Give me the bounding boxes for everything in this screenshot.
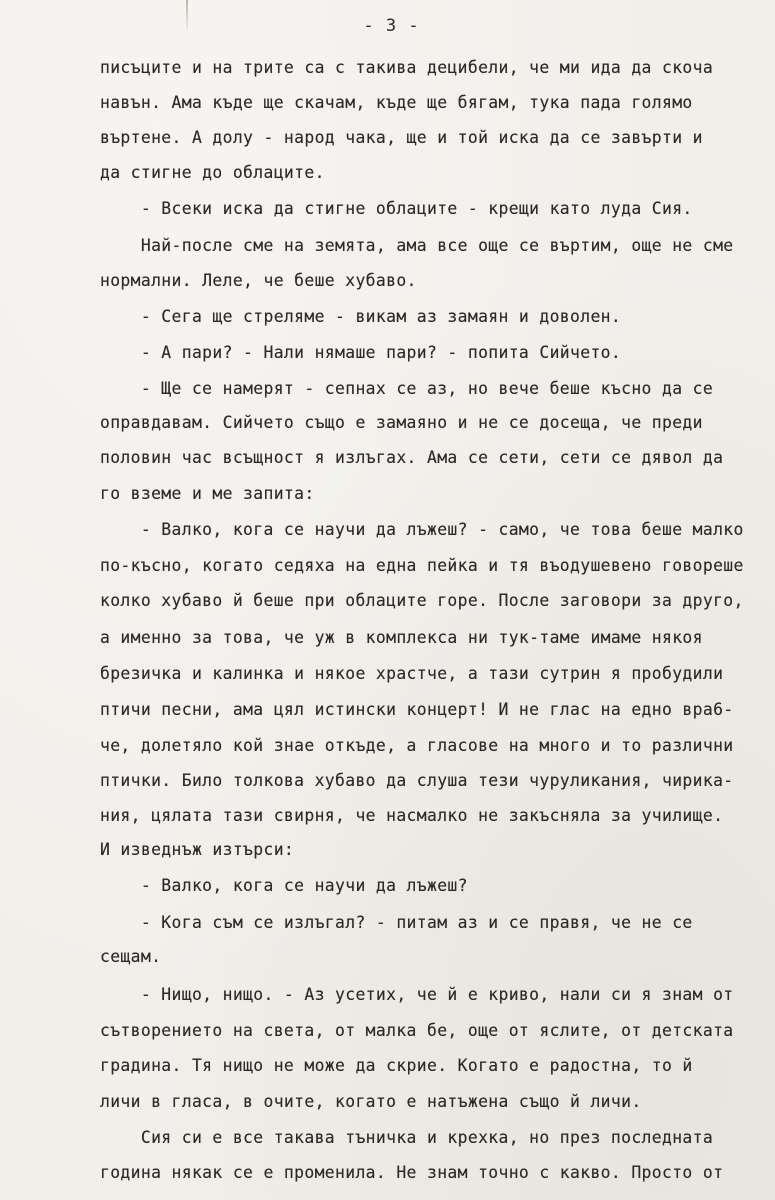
text-line: че, долетяло кой знае откъде, а гласове на много и то различни: [100, 736, 734, 755]
text-line: Сия си е все такава тъничка и крехка, но през последната: [100, 1128, 714, 1147]
text-line: въртене. А долу - народ чака, ще и той иска да се завърти и: [100, 128, 703, 147]
text-line: година някак се е променила. Не знам точно с какво. Просто от: [100, 1163, 724, 1182]
text-line: птичи песни, ама цял истински концерт! И не глас на едно вра6-: [100, 700, 734, 719]
text-line: - А пари? - Нали нямаше пари? - попита Сийчето.: [100, 343, 622, 362]
text-line: птички. Било толкова хубаво да слуша тези чуруликания, чирика-: [100, 771, 734, 790]
text-line: сътворението на света, от малка бе, още от яслите, от детската: [100, 1021, 734, 1040]
text-line: колко хубаво й беше при облаците горе. После заговори за друго,: [100, 591, 744, 610]
text-line: - Валко, кога се научи да лъжеш?: [100, 876, 468, 895]
text-line: Най-после сме на земята, ама все още се въртим, още не сме: [100, 236, 734, 255]
text-line: ния, цялата тази свирня, че насмалко не закъсняла за училище.: [100, 806, 724, 825]
text-line: градина. Тя нищо не може да скрие. Когато е радостна, то й: [100, 1056, 693, 1075]
text-line: да стигне до облаците.: [100, 163, 325, 182]
text-line: половин час всъщност я излъгах. Ама се сети, сети се дявол да: [100, 448, 724, 467]
text-line: писъците и на трите са с такива децибели, че ми ида да скоча: [100, 58, 714, 77]
text-line: личи в гласа, в очите, когато е натъжена също й личи.: [100, 1092, 642, 1111]
page-number: - 3 -: [363, 16, 420, 36]
text-line: - Кога съм се излъгал? - питам аз и се правя, че не се: [100, 913, 693, 932]
text-line: а именно за това, че уж в комплекса ни тук-таме имаме някоя: [100, 628, 703, 647]
text-line: по-късно, когато седяха на една пейка и тя въодушевено говореше: [100, 556, 744, 575]
text-line: - Сега ще стреляме - викам аз замаян и доволен.: [100, 307, 622, 326]
text-line: нормални. Леле, че беше хубаво.: [100, 271, 417, 290]
text-line: - Нищо, нищо. - Аз усетих, че й е криво, нали си я знам от: [100, 985, 734, 1004]
text-line: оправдавам. Сийчето също е замаяно и не се досеща, че преди: [100, 413, 703, 432]
text-line: - Всеки иска да стигне облаците - крещи като луда Сия.: [100, 199, 693, 218]
text-line: го вземе и ме запита:: [100, 484, 315, 503]
text-line: сещам.: [100, 947, 162, 966]
text-line: навън. Ама къде ще скачам, къде ще бягам, тука пада голямо: [100, 93, 693, 112]
text-line: брезичка и калинка и някое храстче, а тази сутрин я пробудили: [100, 664, 724, 683]
text-line: И изведнъж изтърси:: [100, 840, 295, 859]
text-line: - Валко, кога се научи да лъжеш? - само, че това беше малко: [100, 520, 744, 539]
text-line: - Ще се намерят - сепнах се аз, но вече беше късно да се: [100, 379, 714, 398]
